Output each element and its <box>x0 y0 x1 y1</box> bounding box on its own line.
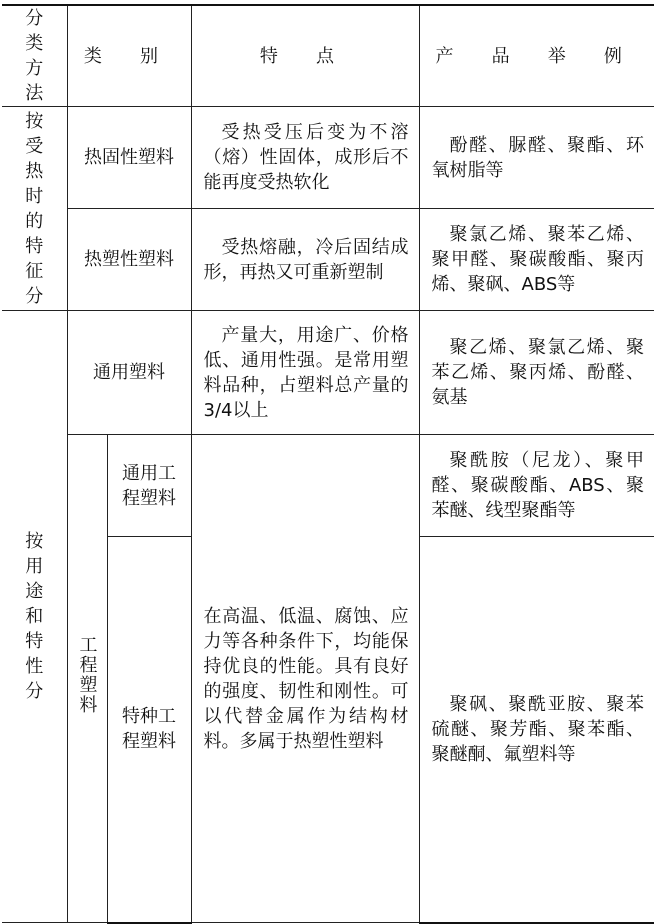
category-thermoplastic: 热塑性塑料 <box>67 209 191 311</box>
examples-special-engineering: 聚砜、聚酰亚胺、聚苯硫醚、聚芳酯、聚苯酯、聚醚酮、氟塑料等 <box>419 537 654 923</box>
table-row <box>2 209 654 311</box>
examples-thermoplastic: 聚氯乙烯、聚苯乙烯、聚甲醛、聚碳酸酯、聚丙烯、聚砜、ABS等 <box>419 209 654 311</box>
table-row <box>2 435 654 537</box>
table-row <box>2 107 654 209</box>
category-special-engineering: 特种工程塑料 <box>107 537 191 923</box>
feature-engineering: 在高温、低温、腐蚀、应力等各种条件下，均能保持优良的性能。具有良好的强度、韧性和刚性。可以代替金属作为结构材料。多属于热塑性塑料 <box>191 435 419 923</box>
category-general-engineering: 通用工程塑料 <box>107 435 191 537</box>
plastics-classification-table <box>2 4 654 924</box>
category-general: 通用塑料 <box>67 311 191 435</box>
category-engineering-label: 工程塑料 <box>76 635 98 715</box>
category-thermoset: 热固性塑料 <box>67 107 191 209</box>
table-row <box>2 311 654 435</box>
feature-thermoset: 受热受压后变为不溶（熔）性固体，成形后不能再度受热软化 <box>191 107 419 209</box>
examples-general-engineering: 聚酰胺（尼龙）、聚甲醛、聚碳酸酯、ABS、聚苯醚、线型聚酯等 <box>419 435 654 537</box>
header-method: 分类方法 <box>2 5 67 107</box>
method-by-heat: 按受热时的特征分 <box>2 107 67 311</box>
examples-thermoset: 酚醛、脲醛、聚酯、环氧树脂等 <box>419 107 654 209</box>
examples-general: 聚乙烯、聚氯乙烯、聚苯乙烯、聚丙烯、酚醛、氨基 <box>419 311 654 435</box>
feature-general: 产量大，用途广、价格低、通用性强。是常用塑料品种，占塑料总产量的 3/4以上 <box>191 311 419 435</box>
header-row <box>2 5 654 107</box>
category-engineering <box>67 435 107 923</box>
feature-thermoplastic: 受热熔融，冷后固结成形，再热又可重新塑制 <box>191 209 419 311</box>
header-category: 类 别 <box>67 5 191 107</box>
header-feature: 特 点 <box>191 5 419 107</box>
header-examples: 产 品 举 例 <box>419 5 654 107</box>
method-by-use: 按用途和特性分 <box>2 311 67 923</box>
